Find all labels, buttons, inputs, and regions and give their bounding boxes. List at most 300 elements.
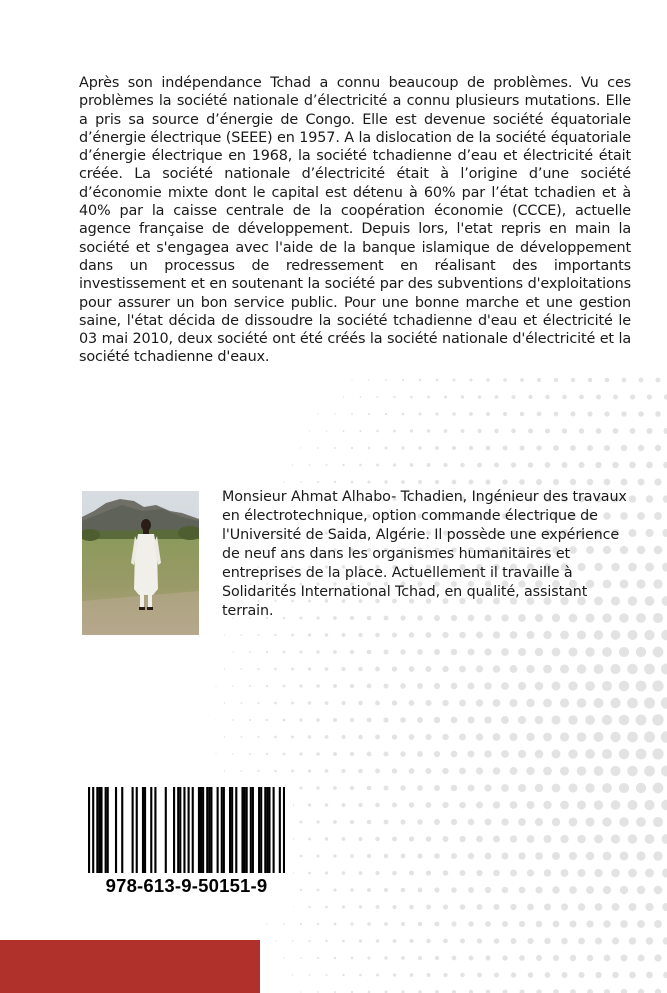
halftone-dot xyxy=(436,379,439,382)
halftone-dot xyxy=(568,681,577,690)
halftone-dot xyxy=(384,922,388,926)
halftone-dot xyxy=(358,837,362,841)
halftone-dot xyxy=(375,837,380,842)
halftone-dot xyxy=(653,579,662,588)
halftone-dot xyxy=(503,446,508,451)
halftone-dot xyxy=(519,989,524,993)
halftone-dot xyxy=(569,920,576,927)
barcode-bar xyxy=(258,787,260,873)
halftone-dot xyxy=(434,853,440,859)
halftone-dot xyxy=(663,495,667,503)
halftone-dot xyxy=(644,697,655,708)
halftone-dot xyxy=(602,783,612,793)
halftone-dot xyxy=(543,801,551,809)
halftone-dot xyxy=(375,633,380,638)
halftone-dot xyxy=(401,922,405,926)
halftone-dot xyxy=(351,481,354,484)
halftone-dot xyxy=(645,563,654,572)
halftone-dot xyxy=(291,701,294,704)
halftone-dot xyxy=(569,886,577,894)
halftone-dot xyxy=(283,685,286,688)
halftone-dot xyxy=(620,886,628,894)
halftone-dot xyxy=(241,634,243,636)
halftone-dot xyxy=(501,784,509,792)
barcode-bar xyxy=(192,787,194,873)
halftone-dot xyxy=(493,767,501,775)
halftone-dot xyxy=(629,937,636,944)
halftone-dot xyxy=(376,430,379,433)
halftone-dot xyxy=(602,749,612,759)
halftone-dot xyxy=(444,395,447,398)
halftone-dot xyxy=(434,717,440,723)
halftone-dot xyxy=(562,462,568,468)
halftone-dot xyxy=(385,413,387,415)
halftone-dot xyxy=(653,817,663,827)
halftone-dot xyxy=(545,462,551,468)
halftone-dot xyxy=(435,412,438,415)
halftone-dot xyxy=(376,905,380,909)
halftone-dot xyxy=(484,750,491,757)
halftone-dot xyxy=(334,957,336,959)
halftone-dot xyxy=(316,752,320,756)
halftone-dot xyxy=(325,940,327,942)
halftone-dot xyxy=(333,854,336,857)
barcode-bar xyxy=(283,787,285,873)
halftone-dot xyxy=(325,464,327,466)
halftone-dot xyxy=(341,769,345,773)
halftone-dot xyxy=(358,769,363,774)
halftone-dot xyxy=(630,428,636,434)
halftone-dot xyxy=(232,651,234,653)
halftone-dot xyxy=(537,378,541,382)
halftone-dot xyxy=(595,462,601,468)
barcode-bar xyxy=(198,787,200,873)
halftone-dot xyxy=(451,785,458,792)
halftone-dot xyxy=(384,854,389,859)
halftone-dot xyxy=(334,413,336,415)
halftone-dot xyxy=(300,855,303,858)
halftone-dot xyxy=(427,973,431,977)
halftone-dot xyxy=(376,396,378,398)
barcode-bar xyxy=(88,787,90,873)
halftone-dot xyxy=(317,923,320,926)
halftone-dot xyxy=(351,957,354,960)
halftone-dot xyxy=(485,853,492,860)
halftone-dot xyxy=(400,785,405,790)
halftone-dot xyxy=(308,837,311,840)
halftone-dot xyxy=(661,800,667,811)
halftone-dot xyxy=(535,886,542,893)
halftone-dot xyxy=(418,956,422,960)
halftone-dot xyxy=(434,785,440,791)
halftone-dot xyxy=(587,989,593,993)
halftone-dot xyxy=(468,887,474,893)
halftone-dot xyxy=(511,429,516,434)
halftone-dot xyxy=(627,766,637,776)
halftone-dot xyxy=(469,956,474,961)
halftone-dot xyxy=(275,940,276,941)
halftone-dot xyxy=(622,378,627,383)
halftone-dot xyxy=(359,905,363,909)
halftone-dot xyxy=(427,463,431,467)
halftone-dot xyxy=(552,682,561,691)
halftone-dot xyxy=(400,717,406,723)
halftone-dot xyxy=(375,667,380,672)
halftone-dot xyxy=(410,463,414,467)
halftone-dot xyxy=(561,903,568,910)
halftone-dot xyxy=(451,921,456,926)
halftone-dot xyxy=(619,783,629,793)
halftone-dot xyxy=(367,956,370,959)
halftone-dot xyxy=(579,428,584,433)
halftone-dot xyxy=(578,972,584,978)
halftone-dot xyxy=(594,698,604,708)
halftone-dot xyxy=(568,647,577,656)
halftone-dot xyxy=(232,719,234,721)
halftone-dot xyxy=(224,634,225,635)
halftone-dot xyxy=(627,630,637,640)
halftone-dot xyxy=(300,923,302,925)
halftone-dot xyxy=(350,888,354,892)
halftone-dot xyxy=(627,800,637,810)
isbn-number: 978-613-9-50151-9 xyxy=(105,875,268,896)
halftone-dot xyxy=(368,379,370,381)
barcode-bar xyxy=(202,787,204,873)
halftone-dot xyxy=(543,665,552,674)
halftone-dot xyxy=(443,973,447,977)
halftone-dot xyxy=(460,938,465,943)
halftone-dot xyxy=(528,429,533,434)
halftone-dot xyxy=(662,596,667,606)
halftone-dot xyxy=(568,715,577,724)
halftone-dot xyxy=(427,429,430,432)
halftone-dot xyxy=(578,903,585,910)
halftone-dot xyxy=(560,698,569,707)
halftone-dot xyxy=(308,701,311,704)
halftone-dot xyxy=(358,667,363,672)
halftone-dot xyxy=(425,734,431,740)
halftone-dot xyxy=(645,529,653,537)
halftone-dot xyxy=(451,717,458,724)
halftone-dot xyxy=(652,748,663,759)
halftone-dot xyxy=(653,647,664,658)
halftone-dot xyxy=(596,395,601,400)
halftone-dot xyxy=(586,920,593,927)
halftone-dot xyxy=(594,800,603,809)
halftone-dot xyxy=(545,395,549,399)
halftone-dot xyxy=(443,463,447,467)
halftone-dot xyxy=(644,800,654,810)
halftone-dot xyxy=(569,852,577,860)
halftone-dot xyxy=(477,429,481,433)
halftone-dot xyxy=(461,395,464,398)
halftone-dot xyxy=(283,481,284,482)
halftone-dot xyxy=(486,412,490,416)
halftone-dot xyxy=(468,921,473,926)
halftone-dot xyxy=(477,938,482,943)
halftone-dot xyxy=(402,379,404,381)
book-summary: Après son indépendance Tchad a connu beaucoup de problèmes. Vu ces problèmes la société nationale d’électricité a connu plusieurs mutations. Elle a pris sa source d’énergie de Congo. Elle est devenue société équatoriale d’énergie électrique (SEEE) en 1957. A la dislocation de la société équatoriale d’énergie électrique en 1968, la société tchadienne d’eau et électricité était créée. La société nationale d’électricité était à l’origine d’une société d’économie mixte dont le capital est détenu à 60% par l’état tchadien et à 40% par la caisse centrale de la coopération économie (CCCE), actuelle agence française de développement. Depuis lors, l'etat repris en main la société et s'engagea avec l'aide de la banque islamique de développement dans un processus de redressement en réalisant des importants investissement et en soutenant la société par des subventions d'exploitations pour assurer un bon service public. Pour une bonne marche et une gestion saine, l'état décida de dissoudre la société tchadienne d'eau et électricité le 03 mai 2010, deux société ont été créés la société nationale d'électricité et la société tchadienne d'eaux. xyxy=(79,75,631,366)
halftone-dot xyxy=(459,768,466,775)
halftone-dot xyxy=(662,903,667,911)
halftone-dot xyxy=(359,430,361,432)
halftone-dot xyxy=(417,853,422,858)
halftone-dot xyxy=(493,699,501,707)
halftone-dot xyxy=(577,732,587,742)
halftone-dot xyxy=(359,464,362,467)
halftone-dot xyxy=(426,870,431,875)
halftone-dot xyxy=(283,651,286,654)
halftone-dot xyxy=(577,835,586,844)
halftone-dot xyxy=(586,852,595,861)
halftone-dot xyxy=(493,801,500,808)
halftone-dot xyxy=(553,989,559,993)
halftone-dot xyxy=(636,851,645,860)
barcode-bar xyxy=(165,787,167,873)
halftone-dot xyxy=(644,766,655,777)
halftone-dot xyxy=(543,733,552,742)
halftone-dot xyxy=(452,446,456,450)
halftone-dot xyxy=(334,923,337,926)
halftone-dot xyxy=(325,871,328,874)
halftone-dot xyxy=(442,734,449,741)
halftone-dot xyxy=(434,683,440,689)
halftone-dot xyxy=(560,631,569,640)
halftone-dot xyxy=(619,715,630,726)
halftone-dot xyxy=(509,733,517,741)
halftone-dot xyxy=(518,784,526,792)
halftone-dot xyxy=(300,481,302,483)
halftone-dot xyxy=(638,445,644,451)
halftone-dot xyxy=(300,447,301,448)
halftone-dot xyxy=(375,769,380,774)
barcode-bar xyxy=(132,787,134,873)
halftone-dot xyxy=(610,698,620,708)
halftone-dot xyxy=(325,803,329,807)
halftone-dot xyxy=(656,378,661,383)
halftone-dot xyxy=(393,430,396,433)
halftone-dot xyxy=(485,819,492,826)
halftone-dot xyxy=(426,802,432,808)
halftone-dot xyxy=(316,650,319,653)
halftone-dot xyxy=(527,835,535,843)
halftone-dot xyxy=(434,649,440,655)
halftone-dot xyxy=(645,834,655,844)
halftone-dot xyxy=(509,699,517,707)
halftone-dot xyxy=(385,447,388,450)
halftone-dot xyxy=(410,429,413,432)
halftone-dot xyxy=(636,817,646,827)
barcode-bar xyxy=(150,787,152,873)
halftone-dot xyxy=(543,767,552,776)
halftone-dot xyxy=(443,836,449,842)
halftone-dot xyxy=(570,955,576,961)
halftone-dot xyxy=(655,411,661,417)
halftone-dot xyxy=(536,955,542,961)
halftone-dot xyxy=(568,783,577,792)
halftone-dot xyxy=(493,904,499,910)
halftone-dot xyxy=(476,632,483,639)
halftone-dot xyxy=(655,445,661,451)
halftone-dot xyxy=(570,445,576,451)
halftone-dot xyxy=(588,378,592,382)
halftone-dot xyxy=(451,853,457,859)
barcode-bar xyxy=(217,787,219,873)
halftone-dot xyxy=(662,834,667,844)
halftone-dot xyxy=(351,379,352,380)
halftone-dot xyxy=(636,681,647,692)
halftone-dot xyxy=(613,394,618,399)
halftone-dot xyxy=(554,378,558,382)
halftone-dot xyxy=(661,731,667,743)
halftone-dot xyxy=(561,869,569,877)
halftone-dot xyxy=(501,750,509,758)
halftone-dot xyxy=(610,766,620,776)
halftone-dot xyxy=(368,413,370,415)
halftone-dot xyxy=(393,973,396,976)
halftone-dot xyxy=(526,631,534,639)
halftone-dot xyxy=(663,937,667,945)
halftone-dot xyxy=(308,667,311,670)
barcode-bar xyxy=(229,787,231,873)
halftone-dot xyxy=(367,752,372,757)
halftone-dot xyxy=(661,663,667,674)
halftone-dot xyxy=(468,853,474,859)
halftone-dot xyxy=(553,445,559,451)
halftone-dot xyxy=(485,921,491,927)
halftone-dot xyxy=(316,684,320,688)
halftone-dot xyxy=(611,834,620,843)
halftone-dot xyxy=(467,716,474,723)
halftone-dot xyxy=(453,379,456,382)
halftone-dot xyxy=(291,770,294,773)
barcode-bar xyxy=(144,787,146,873)
halftone-dot xyxy=(283,719,286,722)
halftone-dot xyxy=(291,668,294,671)
halftone-dot xyxy=(459,836,465,842)
halftone-dot xyxy=(393,463,396,466)
halftone-dot xyxy=(393,939,397,943)
halftone-dot xyxy=(309,464,311,466)
halftone-dot xyxy=(511,462,516,467)
halftone-dot xyxy=(299,718,302,721)
halftone-dot xyxy=(300,957,302,959)
halftone-dot xyxy=(409,734,415,740)
halftone-dot xyxy=(392,768,397,773)
halftone-dot xyxy=(426,939,430,943)
halftone-dot xyxy=(562,395,567,400)
halftone-dot xyxy=(325,735,329,739)
halftone-dot xyxy=(501,818,508,825)
halftone-dot xyxy=(628,903,636,911)
halftone-dot xyxy=(333,786,337,790)
halftone-dot xyxy=(638,411,644,417)
halftone-dot xyxy=(526,801,534,809)
halftone-dot xyxy=(486,378,489,381)
halftone-dot xyxy=(577,800,586,809)
halftone-dot xyxy=(434,887,439,892)
halftone-dot xyxy=(654,478,661,485)
halftone-dot xyxy=(544,904,551,911)
halftone-dot xyxy=(401,854,406,859)
halftone-dot xyxy=(350,820,354,824)
halftone-dot xyxy=(518,682,526,690)
halftone-dot xyxy=(316,854,319,857)
halftone-dot xyxy=(544,835,552,843)
halftone-dot xyxy=(661,697,667,709)
barcode-bar xyxy=(279,787,281,873)
halftone-dot xyxy=(257,770,259,772)
halftone-dot xyxy=(620,852,629,861)
halftone-dot xyxy=(636,647,646,657)
halftone-dot xyxy=(519,955,525,961)
halftone-dot xyxy=(417,819,423,825)
halftone-dot xyxy=(596,428,602,434)
halftone-dot xyxy=(467,682,474,689)
halftone-dot xyxy=(425,666,431,672)
halftone-dot xyxy=(417,683,423,689)
halftone-dot xyxy=(518,716,526,724)
halftone-dot xyxy=(358,701,363,706)
halftone-dot xyxy=(646,495,654,503)
halftone-dot xyxy=(602,681,612,691)
halftone-dot xyxy=(662,562,667,571)
halftone-dot xyxy=(426,632,432,638)
halftone-dot xyxy=(595,972,601,978)
halftone-dot xyxy=(501,648,509,656)
halftone-dot xyxy=(646,462,653,469)
halftone-dot xyxy=(494,972,499,977)
halftone-dot xyxy=(585,749,595,759)
halftone-dot xyxy=(477,904,483,910)
halftone-dot xyxy=(467,750,474,757)
halftone-dot xyxy=(636,749,647,760)
halftone-dot xyxy=(392,871,397,876)
halftone-dot xyxy=(452,480,457,485)
halftone-dot xyxy=(459,666,466,673)
halftone-dot xyxy=(621,955,628,962)
halftone-dot xyxy=(409,836,414,841)
halftone-dot xyxy=(476,699,483,706)
halftone-dot xyxy=(392,666,397,671)
halftone-dot xyxy=(409,632,414,637)
barcode-bar xyxy=(268,787,270,873)
halftone-dot xyxy=(585,647,594,656)
halftone-dot xyxy=(543,699,552,708)
halftone-dot xyxy=(358,803,362,807)
halftone-dot xyxy=(627,664,637,674)
halftone-dot xyxy=(350,684,354,688)
halftone-dot xyxy=(511,972,516,977)
halftone-dot xyxy=(325,667,329,671)
halftone-dot xyxy=(560,766,569,775)
halftone-dot xyxy=(308,735,311,738)
halftone-dot xyxy=(292,464,293,465)
barcode-bar xyxy=(92,787,94,873)
halftone-dot xyxy=(653,851,662,860)
halftone-dot xyxy=(501,682,509,690)
halftone-dot xyxy=(552,886,559,893)
halftone-dot xyxy=(333,718,337,722)
halftone-dot xyxy=(418,888,423,893)
halftone-dot xyxy=(308,906,310,908)
halftone-dot xyxy=(594,766,604,776)
author-photo xyxy=(82,491,199,635)
halftone-dot xyxy=(409,939,413,943)
halftone-dot xyxy=(554,412,559,417)
halftone-dot xyxy=(360,396,362,398)
halftone-dot xyxy=(409,768,415,774)
